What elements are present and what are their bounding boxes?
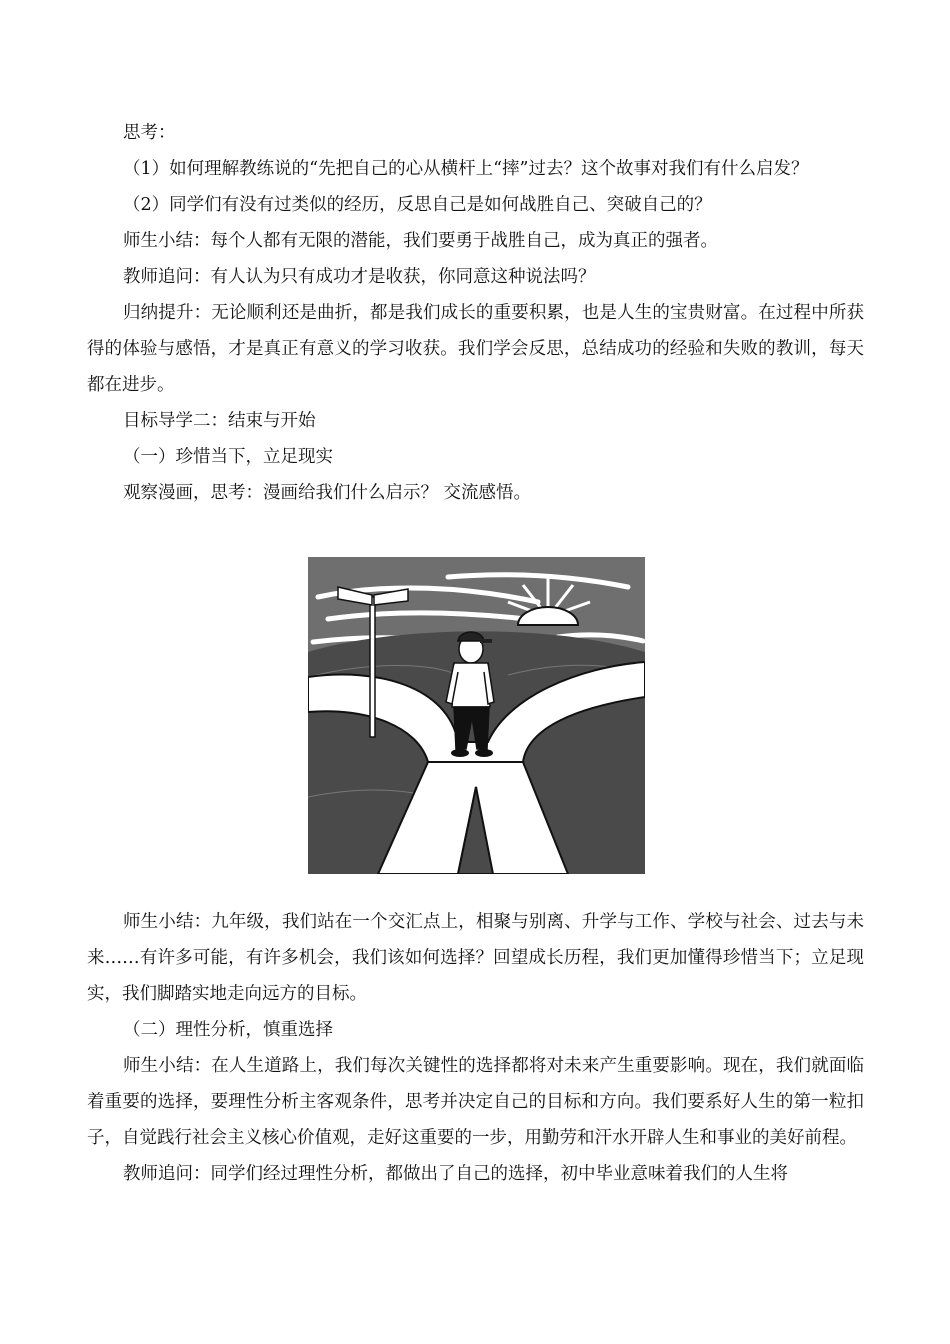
text-block-top: [87, 115, 864, 511]
teacher-followup-2: 教师追问：同学们经过理性分析，都做出了自己的选择，初中毕业意味着我们的人生将: [123, 1164, 788, 1184]
teacher-followup-1: 教师追问：有人认为只有成功才是收获，你同意这种说法吗？: [123, 267, 596, 287]
observe-prompt: 观察漫画，思考：漫画给我们什么启示？ 交流感悟。: [123, 483, 532, 503]
section-1-heading: （一）珍惜当下，立足现实: [123, 447, 333, 467]
question-2: （2）同学们有没有过类似的经历，反思自己是如何战胜自己、突破自己的？: [123, 195, 712, 215]
summary-3: 师生小结：在人生道路上，我们每次关键性的选择都将对未来产生重要影响。现在，我们就面临着重要的选择，要理性分析主客观条件，思考并决定自己的目标和方向。我们要系好人生的第一粒扣子，自觉践行社会主义核心价值观，走好这重要的一步，用勤劳和汗水开辟人生和事业的美好前程。: [87, 1056, 864, 1148]
summary-2: 师生小结：九年级，我们站在一个交汇点上，相聚与别离、升学与工作、学校与社会、过去与未来……有许多可能，有许多机会，我们该如何选择？回望成长历程，我们更加懂得珍惜当下；立足现实，我们脚踏实地走向远方的目标。: [87, 912, 864, 1004]
summary-1: 师生小结：每个人都有无限的潜能，我们要勇于战胜自己，成为真正的强者。: [123, 231, 718, 251]
question-1: （1）如何理解教练说的“先把自己的心从横杆上“摔”过去？这个故事对我们有什么启发？: [123, 159, 809, 179]
induction-paragraph: 归纳提升：无论顺利还是曲折，都是我们成长的重要积累，也是人生的宝贵财富。在过程中所获得的体验与感悟，才是真正有意义的学习收获。我们学会反思，总结成功的经验和失败的教训，每天都在进步。: [87, 303, 864, 395]
crossroads-cartoon: [308, 557, 645, 874]
goal-2-heading: 目标导学二：结束与开始: [123, 411, 316, 431]
section-2-heading: （二）理性分析，慎重选择: [123, 1020, 333, 1040]
think-heading: 思考：: [123, 123, 176, 143]
signpost-pole: [370, 597, 375, 737]
text-block-bottom: [87, 904, 864, 1192]
cartoon-illustration: [308, 557, 645, 874]
